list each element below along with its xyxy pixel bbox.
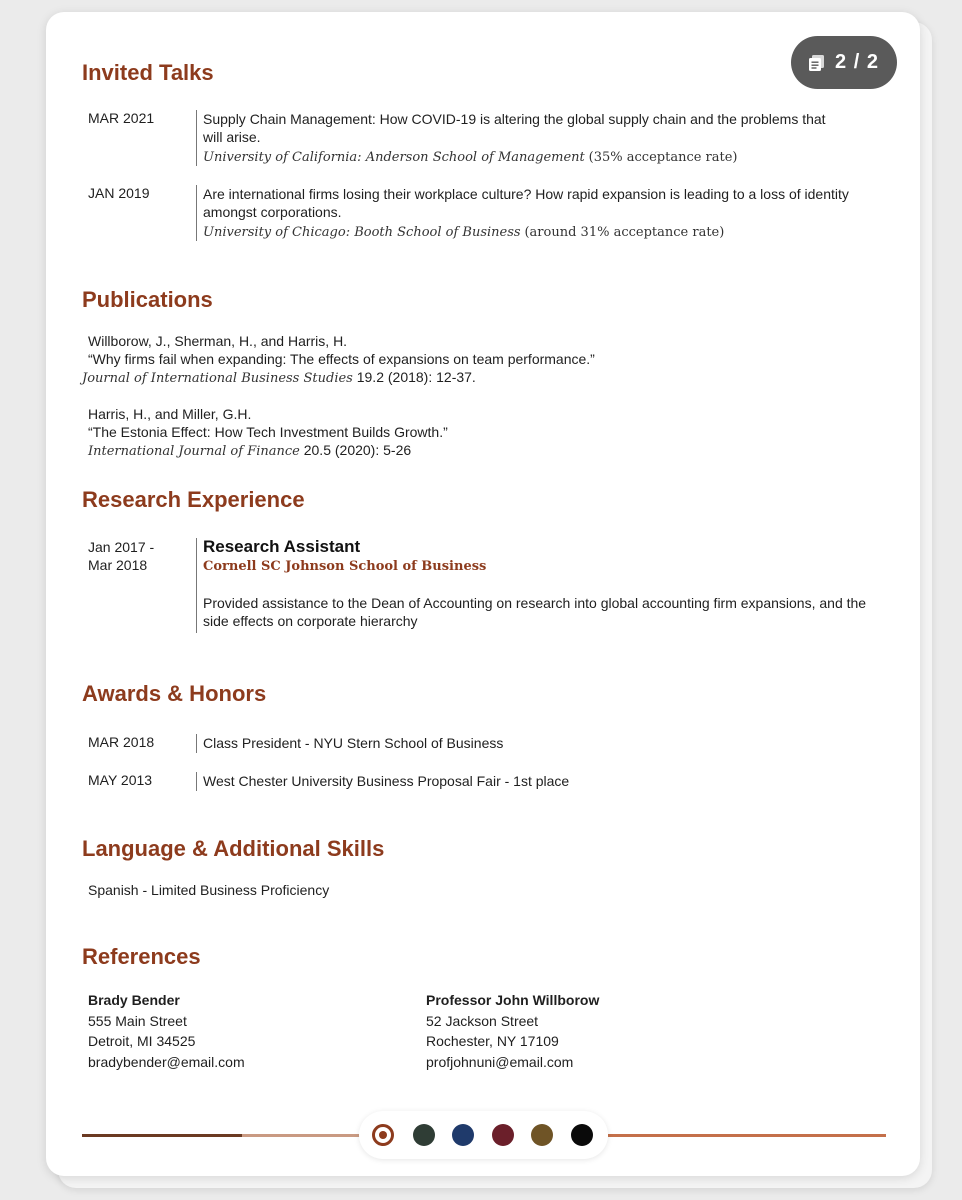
publication-entry — [82, 332, 595, 388]
section-title-publications: Publications — [82, 287, 213, 312]
section-title-skills: Language & Additional Skills — [82, 836, 385, 861]
color-swatch-dark-green[interactable] — [413, 1124, 435, 1146]
talk-title-line1: Are international firms losing their workplace culture? How rapid expansion is leading to a loss of identity — [203, 186, 849, 202]
publication-details: 20.5 (2020): 5-26 — [303, 442, 412, 458]
page-counter-text: 2 / 2 — [835, 51, 879, 73]
publication-authors: Willborow, J., Sherman, H., and Harris, H. — [88, 333, 348, 349]
reference-city: Rochester, NY 17109 — [426, 1033, 559, 1049]
research-role: Research Assistant — [203, 537, 361, 556]
talk-title-line2: will arise. — [203, 129, 261, 145]
research-organization: Cornell SC Johnson School of Business — [203, 559, 487, 574]
publication-title: “The Estonia Effect: How Tech Investment Builds Growth.” — [88, 424, 448, 440]
research-date-end: Mar 2018 — [88, 557, 148, 573]
research-entry — [203, 538, 866, 630]
reference-entry — [426, 990, 599, 1072]
talk-venue-note: (35% acceptance rate) — [588, 150, 738, 165]
publication-journal: Journal of International Business Studies — [82, 371, 353, 386]
award-date: MAR 2018 — [88, 734, 155, 750]
timeline-divider — [196, 538, 197, 633]
reference-name: Brady Bender — [88, 992, 180, 1008]
section-title-awards: Awards & Honors — [82, 681, 267, 706]
reference-email: bradybender@email.com — [88, 1053, 245, 1070]
color-swatch-navy[interactable] — [452, 1124, 474, 1146]
talk-title-line2: amongst corporations. — [203, 204, 342, 220]
talk-entry — [203, 185, 849, 242]
publication-journal: International Journal of Finance — [88, 444, 300, 459]
talk-title-line1: Supply Chain Management: How COVID-19 is altering the global supply chain and the problems that — [203, 111, 826, 127]
reference-entry — [88, 990, 245, 1072]
research-dates — [88, 538, 154, 574]
timeline-divider — [196, 772, 197, 791]
talk-venue: University of Chicago: Booth School of Business — [203, 225, 521, 240]
award-date: MAY 2013 — [88, 772, 153, 788]
section-title-invited-talks: Invited Talks — [82, 60, 214, 85]
color-swatch-black[interactable] — [571, 1124, 593, 1146]
footer-rule-left-dark — [82, 1134, 242, 1137]
timeline-divider — [196, 185, 197, 241]
footer-rule-left-light — [242, 1134, 360, 1137]
color-swatch-burgundy[interactable] — [492, 1124, 514, 1146]
reference-street: 555 Main Street — [88, 1012, 187, 1029]
talk-entry — [203, 110, 826, 167]
skill-text: Spanish - Limited Business Proficiency — [88, 882, 330, 898]
research-description-line2: side effects on corporate hierarchy — [203, 613, 418, 629]
color-swatch-rust-selected[interactable] — [372, 1124, 394, 1146]
reference-street: 52 Jackson Street — [426, 1012, 539, 1029]
reference-name: Professor John Willborow — [426, 992, 600, 1008]
publication-details: 19.2 (2018): 12-37. — [356, 369, 476, 385]
publication-entry — [88, 405, 448, 461]
talk-venue: University of California: Anderson School of Management — [203, 150, 585, 165]
talk-venue-note: (around 31% acceptance rate) — [524, 225, 725, 240]
award-text: Class President - NYU Stern School of Business — [203, 735, 504, 751]
research-description-line1: Provided assistance to the Dean of Accounting on research into global accounting firm expansions, and the — [203, 595, 867, 611]
reference-city: Detroit, MI 34525 — [88, 1033, 196, 1049]
footer-rule-right — [608, 1134, 886, 1137]
reference-email: profjohnuni@email.com — [426, 1053, 574, 1070]
timeline-divider — [196, 110, 197, 166]
timeline-divider — [196, 734, 197, 753]
color-swatch-olive-brown[interactable] — [531, 1124, 553, 1146]
award-text: West Chester University Business Proposal Fair - 1st place — [203, 773, 570, 789]
research-date-start: Jan 2017 - — [88, 539, 155, 555]
publication-title: “Why firms fail when expanding: The effects of expansions on team performance.” — [88, 351, 595, 367]
section-title-references: References — [82, 944, 201, 969]
page-counter — [791, 36, 897, 89]
section-title-research-experience: Research Experience — [82, 487, 305, 512]
talk-date: JAN 2019 — [88, 185, 150, 201]
publication-authors: Harris, H., and Miller, G.H. — [88, 406, 252, 422]
talk-date: MAR 2021 — [88, 110, 155, 126]
document-pages-icon — [809, 55, 824, 71]
